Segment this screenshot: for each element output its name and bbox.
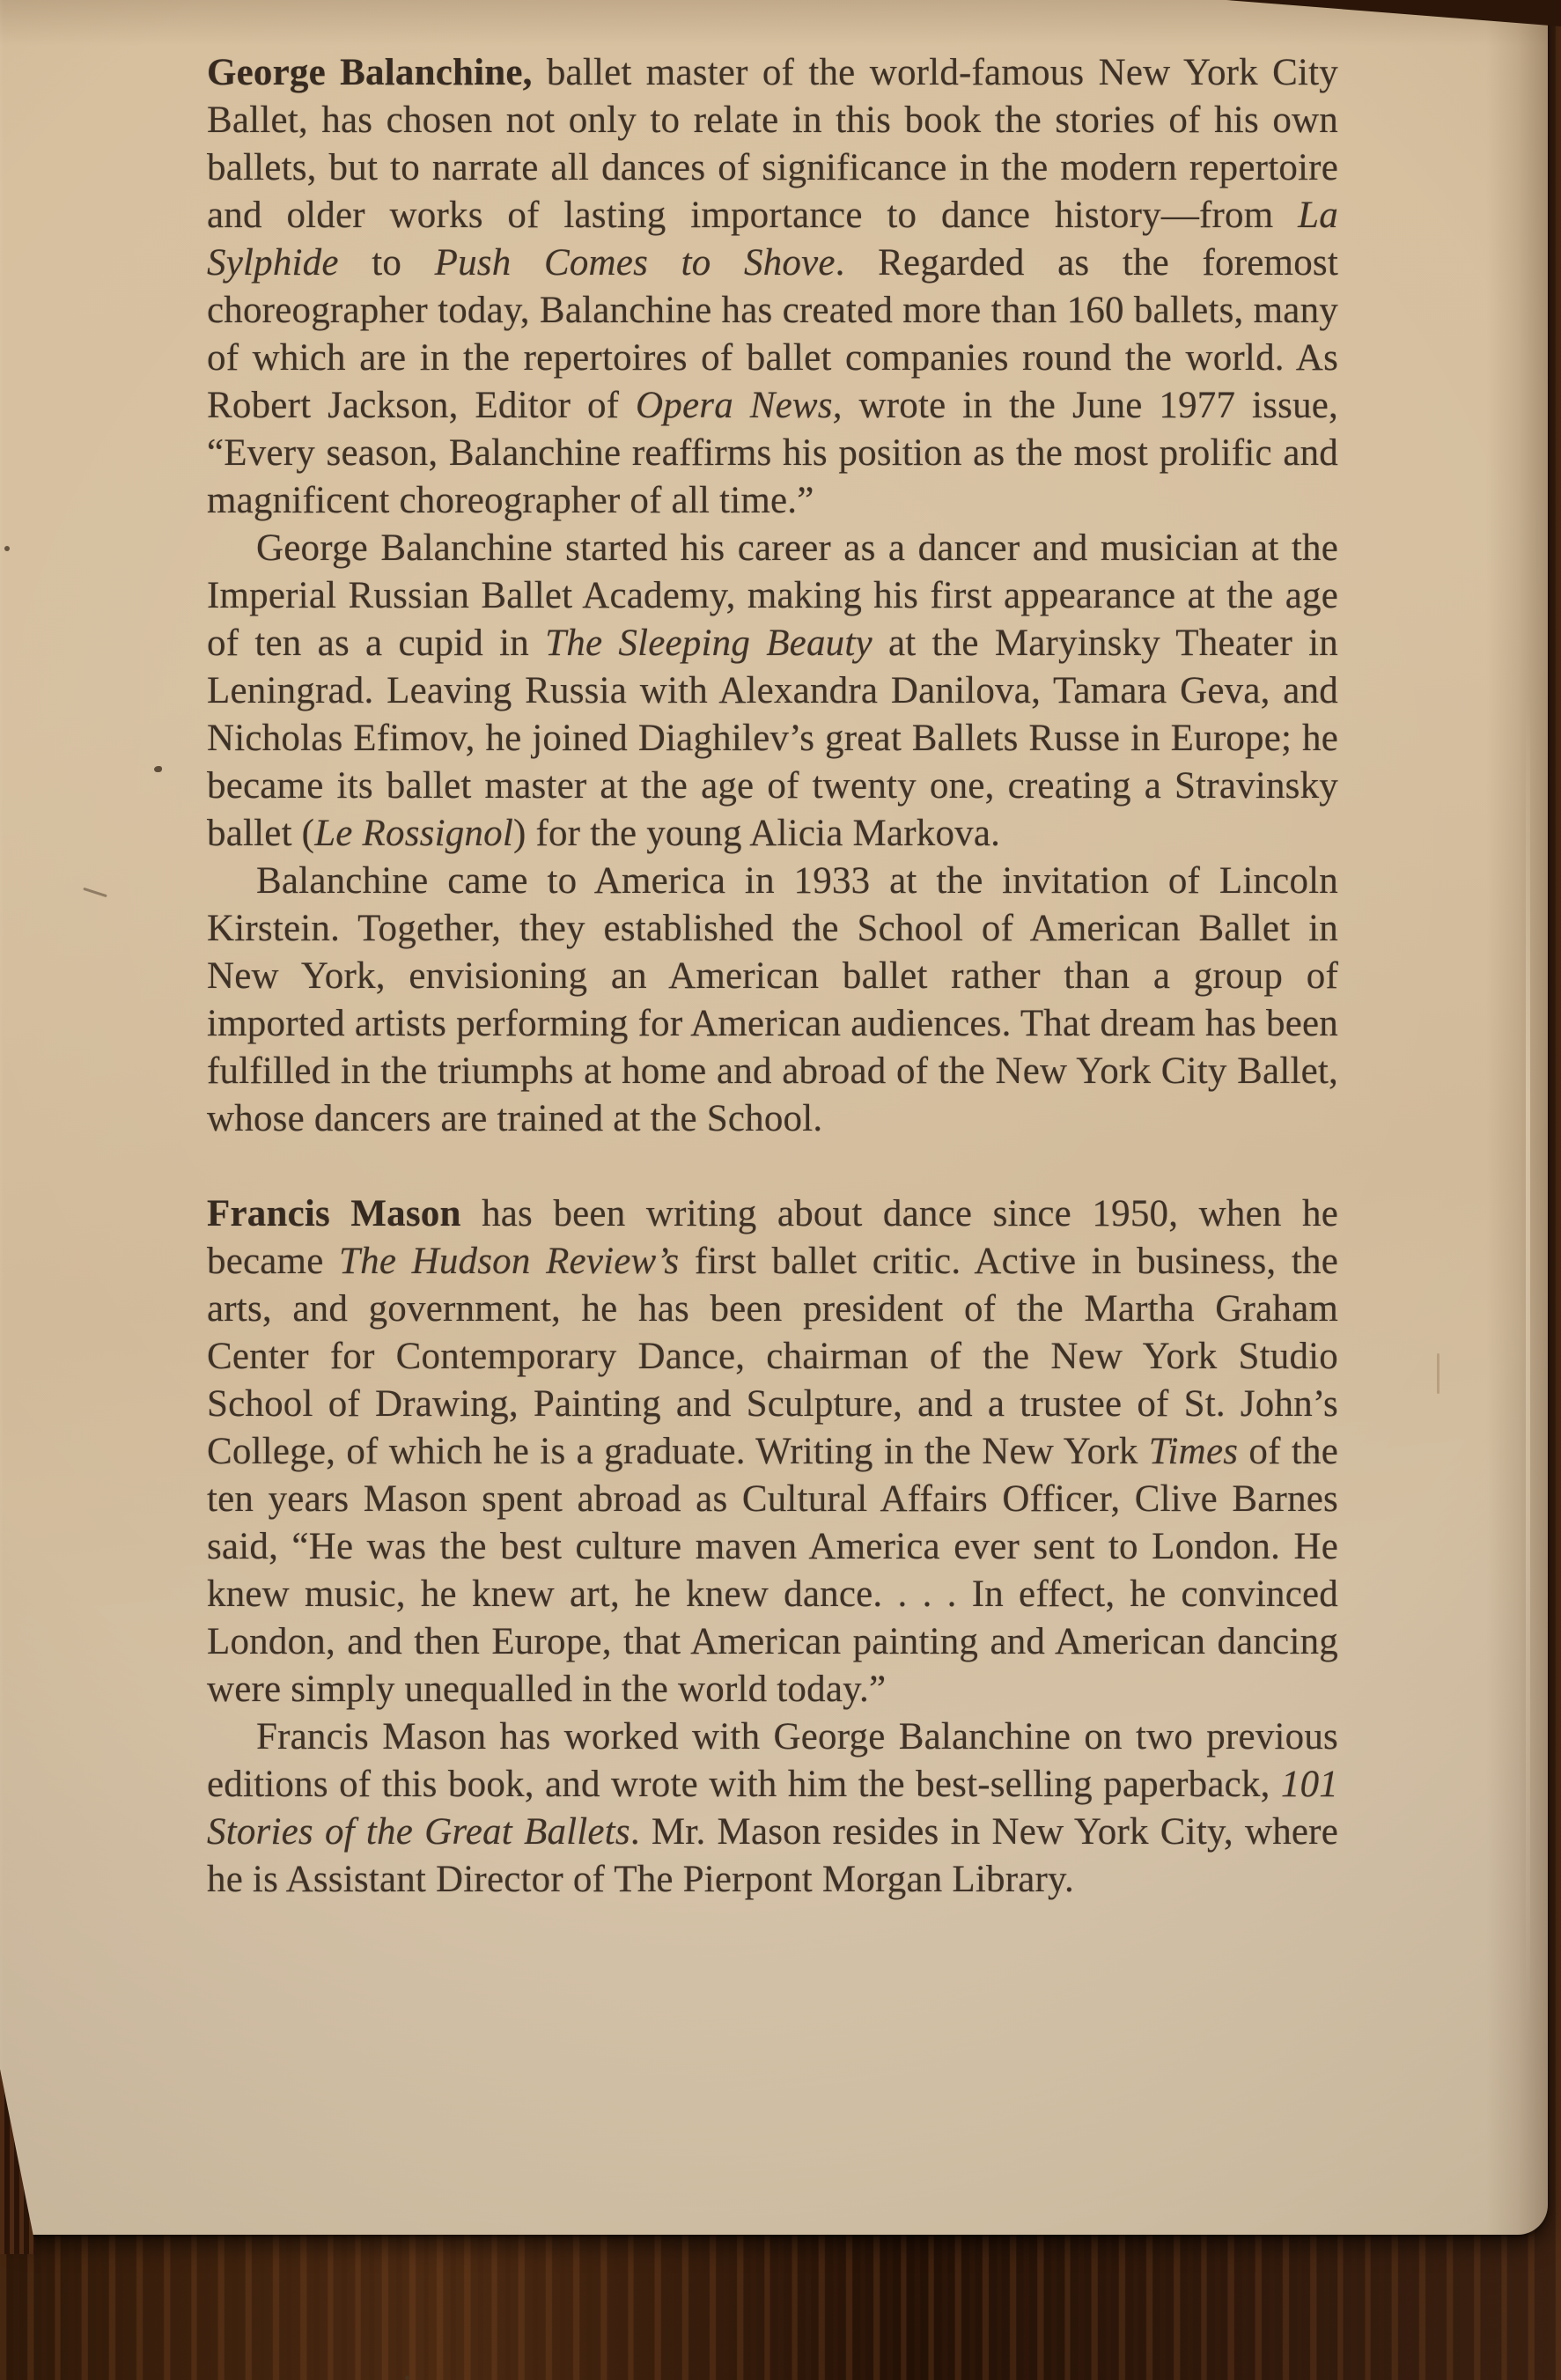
- paper-fiber: [1437, 1353, 1440, 1394]
- paper-scratch: [83, 888, 107, 898]
- balanchine-america-paragraph: Balanchine came to America in 1933 at the invitation of Lincoln Kirstein. Together, they established the School of American Ballet in New York, envisioning an American ballet rather than a group of imported artists performing for American audiences. That dream has been fulfilled in the triumphs at home and abroad of the New York City Ballet, whose dancers are trained at the School.: [207, 860, 1338, 1139]
- jacket-crease-highlight: [1526, 697, 1530, 2036]
- paper-speck: [154, 766, 162, 772]
- jacket-blurb: [207, 49, 1338, 1904]
- balanchine-intro-paragraph: George Balanchine, ballet master of the world-famous New York City Ballet, has chosen not only to relate in this book the stories of his own ballets, but to narrate all dances of significance in the modern repertoire and older works of lasting importance to dance history—from La Sylphide to Push Comes to Shove. Regarded as the foremost choreographer today, Balanchine has created more than 160 ballets, many of which are in the repertoires of ballet companies round the world. As Robert Jackson, Editor of Opera News, wrote in the June 1977 issue, “Every season, Balanchine reaffirms his position as the most prolific and magnificent choreographer of all time.”: [207, 52, 1339, 521]
- mason-intro-paragraph: Francis Mason has been writing about dance since 1950, when he became The Hudson Review’s first ballet critic. Active in business, the arts, and government, he has been president of the Martha Graham Center for Contemporary Dance, chairman of the New York Studio School of Drawing, Painting and Sculpture, and a trustee of St. John’s College, of which he is a graduate. Writing in the New York Times of the ten years Mason spent abroad as Cultural Affairs Officer, Clive Barnes said, “He was the best culture maven America ever sent to London. He knew music, he knew art, he knew dance. . . . In effect, he convinced London, and then Europe, that American painting and American dancing were simply unequalled in the world today.”: [207, 1193, 1338, 1710]
- mason-collaboration-paragraph: Francis Mason has worked with George Balanchine on two previous editions of this book, and wrote with him the best-selling paperback, 101 Stories of the Great Ballets. Mr. Mason resides in New York City, where he is Assistant Director of The Pierpont Morgan Library.: [207, 1716, 1338, 1900]
- paper-speck: [4, 546, 10, 551]
- paper-speck: [405, 2376, 409, 2380]
- balanchine-career-paragraph: George Balanchine started his career as a dancer and musician at the Imperial Russian Ballet Academy, making his first appearance at the age of ten as a cupid in The Sleeping Beauty at the Maryinsky Theater in Leningrad. Leaving Russia with Alexandra Danilova, Tamara Geva, and Nicholas Efimov, he joined Diaghilev’s great Ballets Russe in Europe; he became its ballet master at the age of twenty one, creating a Stravinsky ballet (Le Rossignol) for the young Alicia Markova.: [207, 527, 1338, 854]
